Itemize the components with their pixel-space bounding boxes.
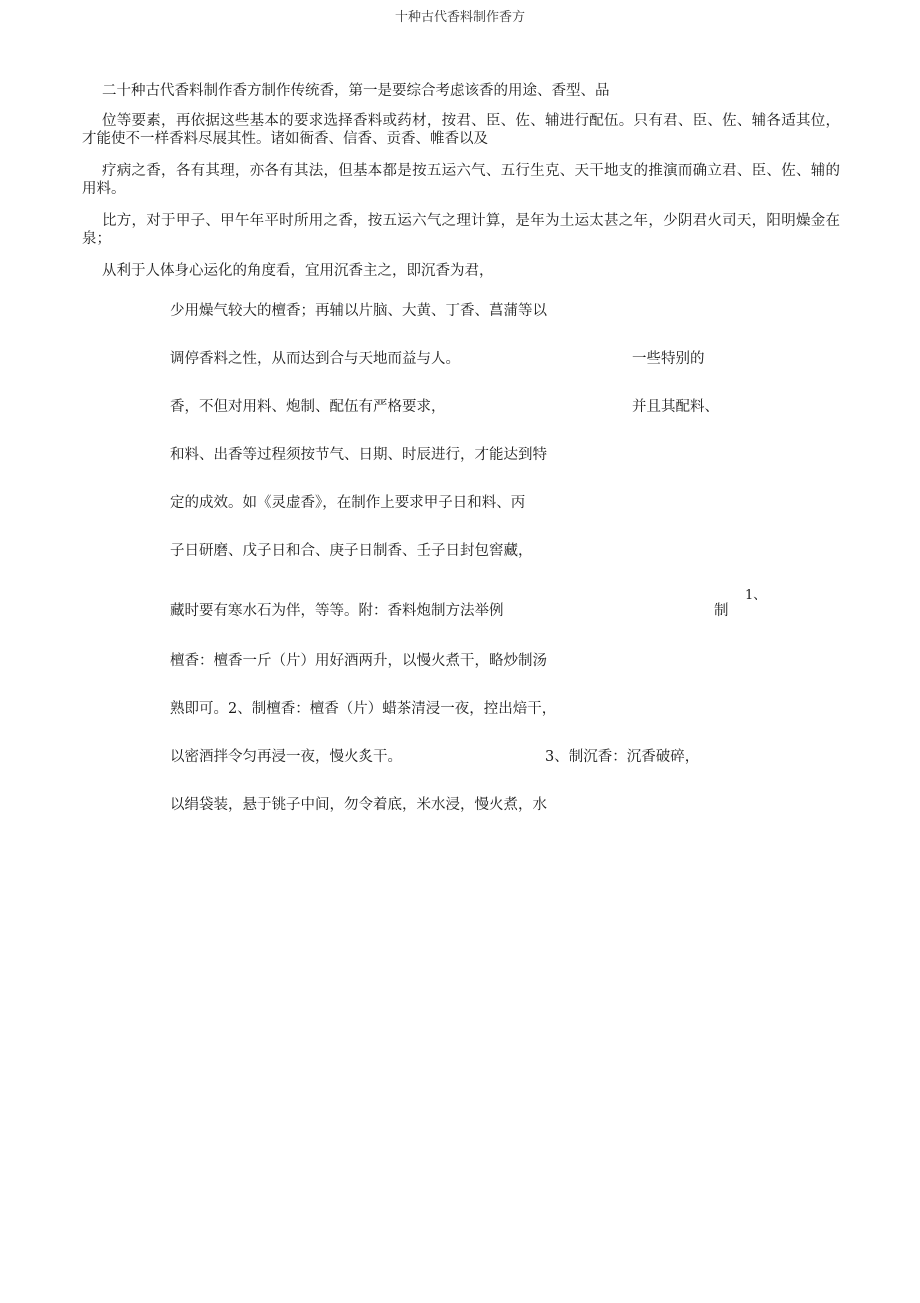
page-header-title: 十种古代香料制作香方 <box>394 10 525 25</box>
block-line-2: 调停香料之性，从而达到合与天地而益与人。 <box>170 351 460 367</box>
block-line-5: 定的成效。如《灵虚香》，在制作上要求甲子日和料、丙 <box>170 495 526 511</box>
paragraph-3: 疗病之香，各有其理，亦各有其法，但基本都是按五运六气、五行生克、天干地支的推演而确立君、臣、佐、辅的用料。 <box>82 163 840 197</box>
block-line-8: 檀香：檀香一斤（片）用好酒两升，以慢火煮干，略炒制汤 <box>170 653 547 669</box>
block-line-9: 熟即可。2、制檀香：檀香（片）蜡茶清浸一夜，控出焙干， <box>170 701 557 717</box>
side-fragment-2: 并且其配料、 <box>632 399 719 415</box>
paragraph-1: 二十种古代香料制作香方制作传统香，第一是要综合考虑该香的用途、香型、品 <box>102 83 610 99</box>
block-line-11: 以绢袋装，悬于铫子中间，勿令着底，米水浸，慢火煮，水 <box>170 797 547 813</box>
side-fragment-3-number: 1、 <box>745 588 767 603</box>
paragraph-2: 位等要素，再依据这些基本的要求选择香料或药材，按君、臣、佐、辅进行配伍。只有君、臣、佐、辅各适其位，才能使不一样香料尽展其性。诸如衙香、信香、贡香、帷香以及 <box>82 113 840 147</box>
side-fragment-3-text: 制 <box>714 603 729 619</box>
block-line-3: 香，不但对用料、炮制、配伍有严格要求， <box>170 399 446 415</box>
block-line-7: 藏时要有寒水石为伴，等等。附：香料炮制方法举例 <box>170 603 504 619</box>
side-fragment-4: 3、制沉香：沉香破碎， <box>545 749 700 765</box>
paragraph-4: 比方，对于甲子、甲午年平时所用之香，按五运六气之理计算，是年为土运太甚之年，少阴君火司天，阳明燥金在泉； <box>82 213 840 247</box>
side-fragment-1: 一些特别的 <box>632 351 705 367</box>
block-line-1: 少用燥气较大的檀香；再辅以片脑、大黄、丁香、菖蒲等以 <box>170 303 547 319</box>
block-line-10: 以密酒拌令匀再浸一夜，慢火炙干。 <box>170 749 402 765</box>
paragraph-5: 从利于人体身心运化的角度看，宜用沉香主之，即沉香为君， <box>102 263 494 279</box>
block-line-6: 子日研磨、戊子日和合、庚子日制香、壬子日封包窖藏， <box>170 543 533 559</box>
block-line-4: 和料、出香等过程须按节气、日期、时辰进行，才能达到特 <box>170 447 547 463</box>
